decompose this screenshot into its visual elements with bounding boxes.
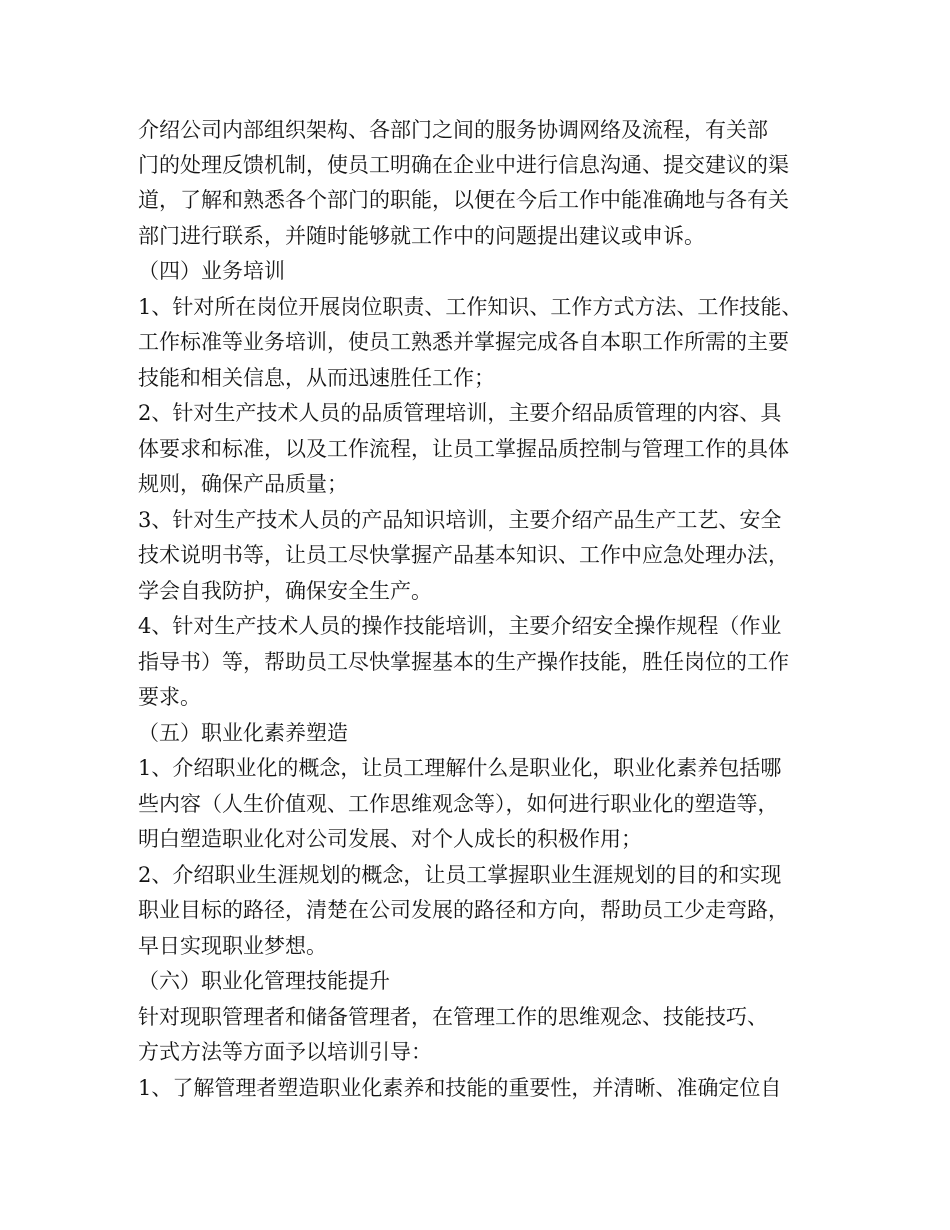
paragraph-line: 1、针对所在岗位开展岗位职责、工作知识、工作方式方法、工作技能、 — [138, 295, 803, 319]
paragraph-line: 方式方法等方面予以培训引导： — [138, 1040, 432, 1064]
paragraph-line: 技能和相关信息，从而迅速胜任工作； — [138, 366, 495, 390]
paragraph-line: 早日实现职业梦想。 — [138, 934, 327, 958]
section-heading: （五）职业化素养塑造 — [138, 721, 348, 745]
section-heading: （六）职业化管理技能提升 — [138, 969, 390, 993]
paragraph-line: 2、针对生产技术人员的品质管理培训，主要介绍品质管理的内容、具 — [138, 401, 782, 425]
paragraph-line: 些内容（人生价值观、工作思维观念等），如何进行职业化的塑造等， — [138, 792, 779, 816]
paragraph-line: 门的处理反馈机制，使员工明确在企业中进行信息沟通、提交建议的渠 — [138, 153, 789, 177]
paragraph-line: 体要求和标准，以及工作流程，让员工掌握品质控制与管理工作的具体 — [138, 437, 789, 461]
paragraph-line: 3、针对生产技术人员的产品知识培训，主要介绍产品生产工艺、安全 — [138, 508, 782, 532]
paragraph-line: 职业目标的路径，清楚在公司发展的路径和方向，帮助员工少走弯路， — [138, 898, 789, 922]
paragraph-line: 工作标准等业务培训，使员工熟悉并掌握完成各自本职工作所需的主要 — [138, 330, 789, 354]
paragraph-line: 学会自我防护，确保安全生产。 — [138, 579, 432, 603]
paragraph-line: 道，了解和熟悉各个部门的职能，以便在今后工作中能准确地与各有关 — [138, 188, 789, 212]
paragraph-line: 4、针对生产技术人员的操作技能培训，主要介绍安全操作规程（作业 — [138, 614, 782, 638]
paragraph-line: 介绍公司内部组织架构、各部门之间的服务协调网络及流程，有关部 — [138, 118, 768, 142]
paragraph-line: 规则，确保产品质量； — [138, 472, 348, 496]
paragraph-line: 部门进行联系，并随时能够就工作中的问题提出建议或申诉。 — [138, 224, 705, 248]
paragraph-line: 明白塑造职业化对公司发展、对个人成长的积极作用； — [138, 827, 642, 851]
paragraph-line: 指导书）等，帮助员工尽快掌握基本的生产操作技能，胜任岗位的工作 — [138, 650, 789, 674]
section-heading: （四）业务培训 — [138, 259, 285, 283]
paragraph-line: 技术说明书等，让员工尽快掌握产品基本知识、工作中应急处理办法， — [138, 543, 789, 567]
paragraph-line: 要求。 — [138, 685, 201, 709]
paragraph-line: 2、介绍职业生涯规划的概念，让员工掌握职业生涯规划的目的和实现 — [138, 863, 782, 887]
paragraph-line: 1、介绍职业化的概念，让员工理解什么是职业化，职业化素养包括哪 — [138, 756, 782, 780]
paragraph-line: 针对现职管理者和储备管理者，在管理工作的思维观念、技能技巧、 — [138, 1005, 768, 1029]
paragraph-line: 1、了解管理者塑造职业化素养和技能的重要性，并清晰、准确定位自 — [138, 1076, 782, 1100]
